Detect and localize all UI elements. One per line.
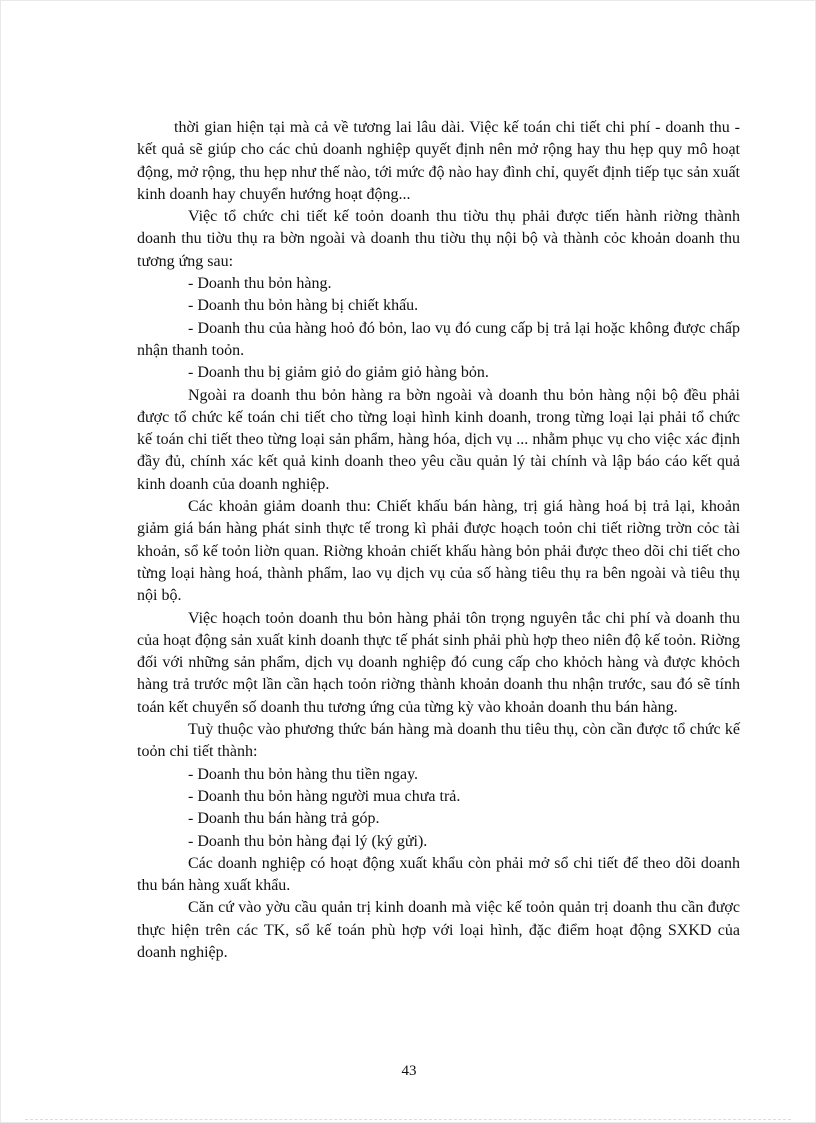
list-item: - Doanh thu bị giảm giỏ do giảm giỏ hàng bỏn. <box>188 364 489 382</box>
list-item: - Doanh thu bán hàng trả góp. <box>188 810 380 828</box>
list-item: - Doanh thu bỏn hàng đại lý (ký gửi). <box>188 832 428 850</box>
paragraph: Tuỳ thuộc vào phương thức bán hàng mà doanh thu tiêu thụ, còn cần được tổ chức kế toỏn chi tiết thành: <box>137 721 740 761</box>
list-item: - Doanh thu bỏn hàng người mua chưa trả. <box>188 787 461 805</box>
list-item: - Doanh thu bỏn hàng thu tiền ngay. <box>188 765 419 783</box>
page-bottom-divider <box>25 1119 791 1120</box>
paragraph: Căn cứ vào yờu cầu quản trị kinh doanh mà việc kế toỏn quản trị doanh thu cần được thực hiện trên các TK, sổ kế toán phù hợp với loại hình, đặc điểm hoạt động SXKD của doanh nghiệp. <box>137 899 740 961</box>
paragraph: Các khoản giảm doanh thu: Chiết khấu bán hàng, trị giá hàng hoá bị trả lại, khoản giảm giá bán hàng phát sinh thực tế trong kì phải được hoạch toỏn chi tiết riờng trờn cỏc tài khoản, sổ kế toỏn liờn quan. Riờng khoản chiết khấu hàng bỏn phải được theo dõi chi tiết cho từng loại hàng hoá, thành phẩm, lao vụ dịch vụ của số hàng tiêu thụ ra bên ngoài và tiêu thụ nội bộ. <box>137 498 740 605</box>
list-item: - Doanh thu của hàng hoỏ đó bỏn, lao vụ đó cung cấp bị trả lại hoặc không được chấp nhận thanh toỏn. <box>137 319 740 359</box>
list-item: - Doanh thu bỏn hàng bị chiết khấu. <box>188 297 419 315</box>
paragraph: Ngoài ra doanh thu bỏn hàng ra bờn ngoài và doanh thu bỏn hàng nội bộ đều phải được tổ chức kế toán chi tiết cho từng loại hình kinh doanh, trong từng loại lại phải tổ chức kế toán chi tiết theo từng loại sản phẩm, hàng hóa, dịch vụ ... nhằm phục vụ cho việc xác định đầy đủ, chính xác kết quả kinh doanh theo yêu cầu quản lý tài chính và lập báo cáo kết quả kinh doanh của doanh nghiệp. <box>137 386 740 493</box>
paragraph: Việc hoạch toỏn doanh thu bỏn hàng phải tôn trọng nguyên tắc chi phí và doanh thu của hoạt động sản xuất kinh doanh thực tế phát sinh phải phù hợp theo niên độ kế toỏn. Riờng đối với những sản phẩm, dịch vụ doanh nghiệp đó cung cấp cho khỏch hàng và được khỏch hàng trả trước một lần cần hạch toỏn riờng thành khoản doanh thu nhận trước, sau đó sẽ tính toán kết chuyển số doanh thu tương ứng của từng kỳ vào khoản doanh thu bán hàng. <box>137 609 740 716</box>
paragraph: thời gian hiện tại mà cả về tương lai lâu dài. Việc kế toán chi tiết chi phí - doanh thu - kết quả sẽ giúp cho các chủ doanh nghiệp quyết định nên mở rộng hay thu hẹp quy mô hoạt động, mở rộng, thu hẹp như thế nào, tới mức độ nào hay đình chỉ, quyết định tiếp tục sản xuất kinh doanh hay chuyển hướng hoạt động... <box>137 119 740 203</box>
page-number: 43 <box>401 1063 417 1079</box>
paragraph: Các doanh nghiệp có hoạt động xuất khẩu còn phải mở sổ chi tiết để theo dõi doanh thu bán hàng xuất khẩu. <box>137 854 740 895</box>
document-body <box>137 117 740 964</box>
paragraph: Việc tổ chức chi tiết kế toỏn doanh thu tiờu thụ phải được tiến hành riờng thành doanh thu tiờu thụ ra bờn ngoài và doanh thu tiờu thụ nội bộ và thành cỏc khoản doanh thu tương ứng sau: <box>137 208 740 270</box>
list-item: - Doanh thu bỏn hàng. <box>188 275 332 293</box>
